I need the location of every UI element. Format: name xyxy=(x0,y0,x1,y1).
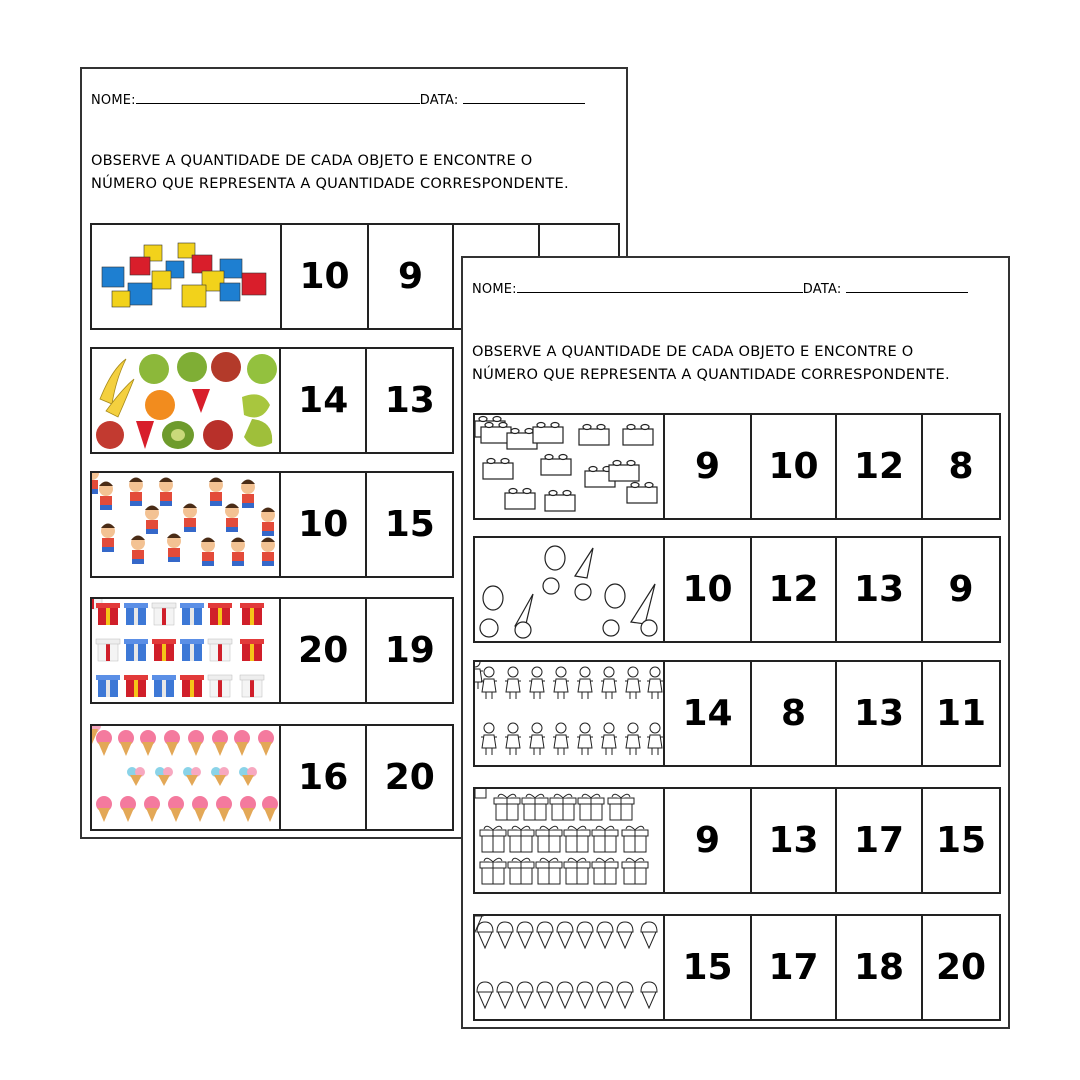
answer-option[interactable]: 9 xyxy=(948,569,974,610)
answer-option[interactable]: 15 xyxy=(935,820,987,861)
answer-option[interactable]: 8 xyxy=(948,446,974,487)
exercise-row xyxy=(90,724,454,831)
exercise-row xyxy=(90,597,454,704)
answer-option[interactable]: 14 xyxy=(281,349,368,452)
date-label: DATA: xyxy=(419,93,459,108)
answer-option[interactable]: 17 xyxy=(837,789,923,892)
lego-bricks-picture xyxy=(475,415,665,518)
answer-option[interactable]: 10 xyxy=(665,538,752,641)
name-label: NOME: xyxy=(91,93,136,108)
date-label: DATA: xyxy=(802,282,842,297)
answer-option[interactable]: 13 xyxy=(837,538,923,641)
outline-gift-boxes-picture xyxy=(475,789,665,892)
outline-ice-creams-picture xyxy=(475,916,665,1019)
answer-option[interactable]: 15 xyxy=(665,916,752,1019)
answer-option[interactable]: 9 xyxy=(665,415,752,518)
instruction-line-2: NÚMERO QUE REPRESENTA A QUANTIDADE CORRESPONDENTE. xyxy=(91,175,569,192)
exercise-row xyxy=(473,413,1001,520)
answer-option[interactable]: 9 xyxy=(369,225,454,328)
fruits-picture xyxy=(92,349,281,452)
instruction-line-1: OBSERVE A QUANTIDADE DE CADA OBJETO E ENCONTRE O xyxy=(91,152,533,169)
answer-option[interactable]: 18 xyxy=(837,916,923,1019)
answer-option[interactable]: 13 xyxy=(384,380,435,421)
gift-boxes-picture xyxy=(92,599,281,702)
answer-option[interactable]: 15 xyxy=(384,504,435,545)
date-line[interactable] xyxy=(846,280,968,293)
date-line[interactable] xyxy=(463,91,585,104)
answer-option[interactable]: 9 xyxy=(665,789,752,892)
stick-children-picture xyxy=(475,662,665,765)
answer-option[interactable]: 10 xyxy=(752,415,837,518)
exercise-row xyxy=(90,471,454,578)
name-line[interactable] xyxy=(136,91,420,104)
exercise-row xyxy=(473,536,1001,643)
answer-option[interactable]: 10 xyxy=(282,225,369,328)
instructions xyxy=(472,340,1000,386)
name-label: NOME: xyxy=(472,282,517,297)
exercise-row xyxy=(473,787,1001,894)
exercise-row xyxy=(90,347,454,454)
answer-option[interactable]: 12 xyxy=(837,415,923,518)
answer-option[interactable]: 16 xyxy=(281,726,368,829)
answer-option[interactable]: 13 xyxy=(752,789,837,892)
answer-option[interactable]: 20 xyxy=(935,947,987,988)
answer-option[interactable]: 10 xyxy=(281,473,368,576)
answer-option[interactable]: 20 xyxy=(281,599,368,702)
toy-blocks-picture xyxy=(92,225,282,328)
children-picture xyxy=(92,473,281,576)
header-fields xyxy=(472,280,1000,297)
instructions xyxy=(91,149,618,195)
exercise-row xyxy=(473,914,1001,1021)
answer-option[interactable]: 12 xyxy=(752,538,837,641)
answer-option[interactable]: 13 xyxy=(837,662,923,765)
answer-option[interactable]: 11 xyxy=(935,693,987,734)
fruits-vegetables-picture xyxy=(475,538,665,641)
answer-option[interactable]: 8 xyxy=(752,662,837,765)
header-fields xyxy=(91,91,618,108)
ice-creams-picture xyxy=(92,726,281,829)
answer-option[interactable]: 14 xyxy=(665,662,752,765)
instruction-line-2: NÚMERO QUE REPRESENTA A QUANTIDADE CORRESPONDENTE. xyxy=(472,366,950,383)
answer-option[interactable]: 17 xyxy=(752,916,837,1019)
answer-option[interactable]: 20 xyxy=(384,757,435,798)
worksheet-front xyxy=(461,256,1010,1029)
answer-option[interactable]: 19 xyxy=(384,630,435,671)
exercise-row xyxy=(473,660,1001,767)
instruction-line-1: OBSERVE A QUANTIDADE DE CADA OBJETO E ENCONTRE O xyxy=(472,343,914,360)
name-line[interactable] xyxy=(517,280,803,293)
